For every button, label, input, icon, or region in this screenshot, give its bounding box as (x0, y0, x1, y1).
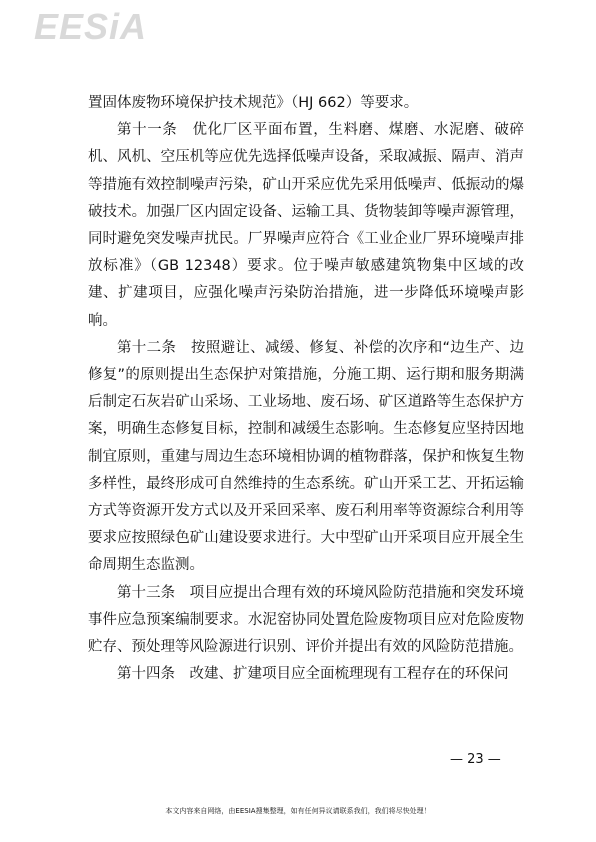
paragraph-article-14: 第十四条 改建、扩建项目应全面梳理现有工程存在的环保问 (117, 666, 509, 683)
eesia-logo: EESiA (34, 6, 148, 47)
paragraph-article-13: 第十三条 项目应提出合理有效的环境风险防范措施和突发环境事件应急预案编制要求。水泥窑协同处置危险废物项目应对危险废物贮存、预处理等风险源进行识别、评价并提出有效的风险防范措施。 (88, 584, 524, 656)
paragraph-continuation: 置固体废物环境保护技术规范》（HJ 662）等要求。 (88, 95, 419, 111)
document-body (88, 90, 524, 688)
page-number: — 23 — (450, 752, 501, 767)
footer-disclaimer: 本文内容来自网络，由EESIA搜集整理，如有任何异议请联系我们，我们将尽快处理！ (165, 807, 431, 815)
paragraph-article-11: 第十一条 优化厂区平面布置，生料磨、煤磨、水泥磨、破碎机、风机、空压机等应优先选择低噪声设备，采取减振、隔声、消声等措施有效控制噪声污染，矿山开采应优先采用低噪声、低振动的爆破技术。加强厂区内固定设备、运输工具、货物装卸等噪声源管理，同时避免突发噪声扰民。厂界噪声应符合《工业企业厂界环境噪声排放标准》（GB 12348）要求。位于噪声敏感建筑物集中区域的改建、扩建项目，应强化噪声污染防治措施，进一步降低环境噪声影响。 (88, 122, 524, 329)
paragraph-article-12: 第十二条 按照避让、减缓、修复、补偿的次序和“边生产、边修复”的原则提出生态保护对策措施，分施工期、运行期和服务期满后制定石灰岩矿山采场、工业场地、废石场、矿区道路等生态保护方案，明确生态修复目标，控制和减缓生态影响。生态修复应坚持因地制宜原则，重建与周边生态环境相协调的植物群落，保护和恢复生物多样性，最终形成可自然维持的生态系统。矿山开采工艺、开拓运输方式等资源开发方式以及开采回采率、废石利用率等资源综合利用等要求应按照绿色矿山建设要求进行。大中型矿山开采项目应开展全生命周期生态监测。 (88, 339, 524, 574)
